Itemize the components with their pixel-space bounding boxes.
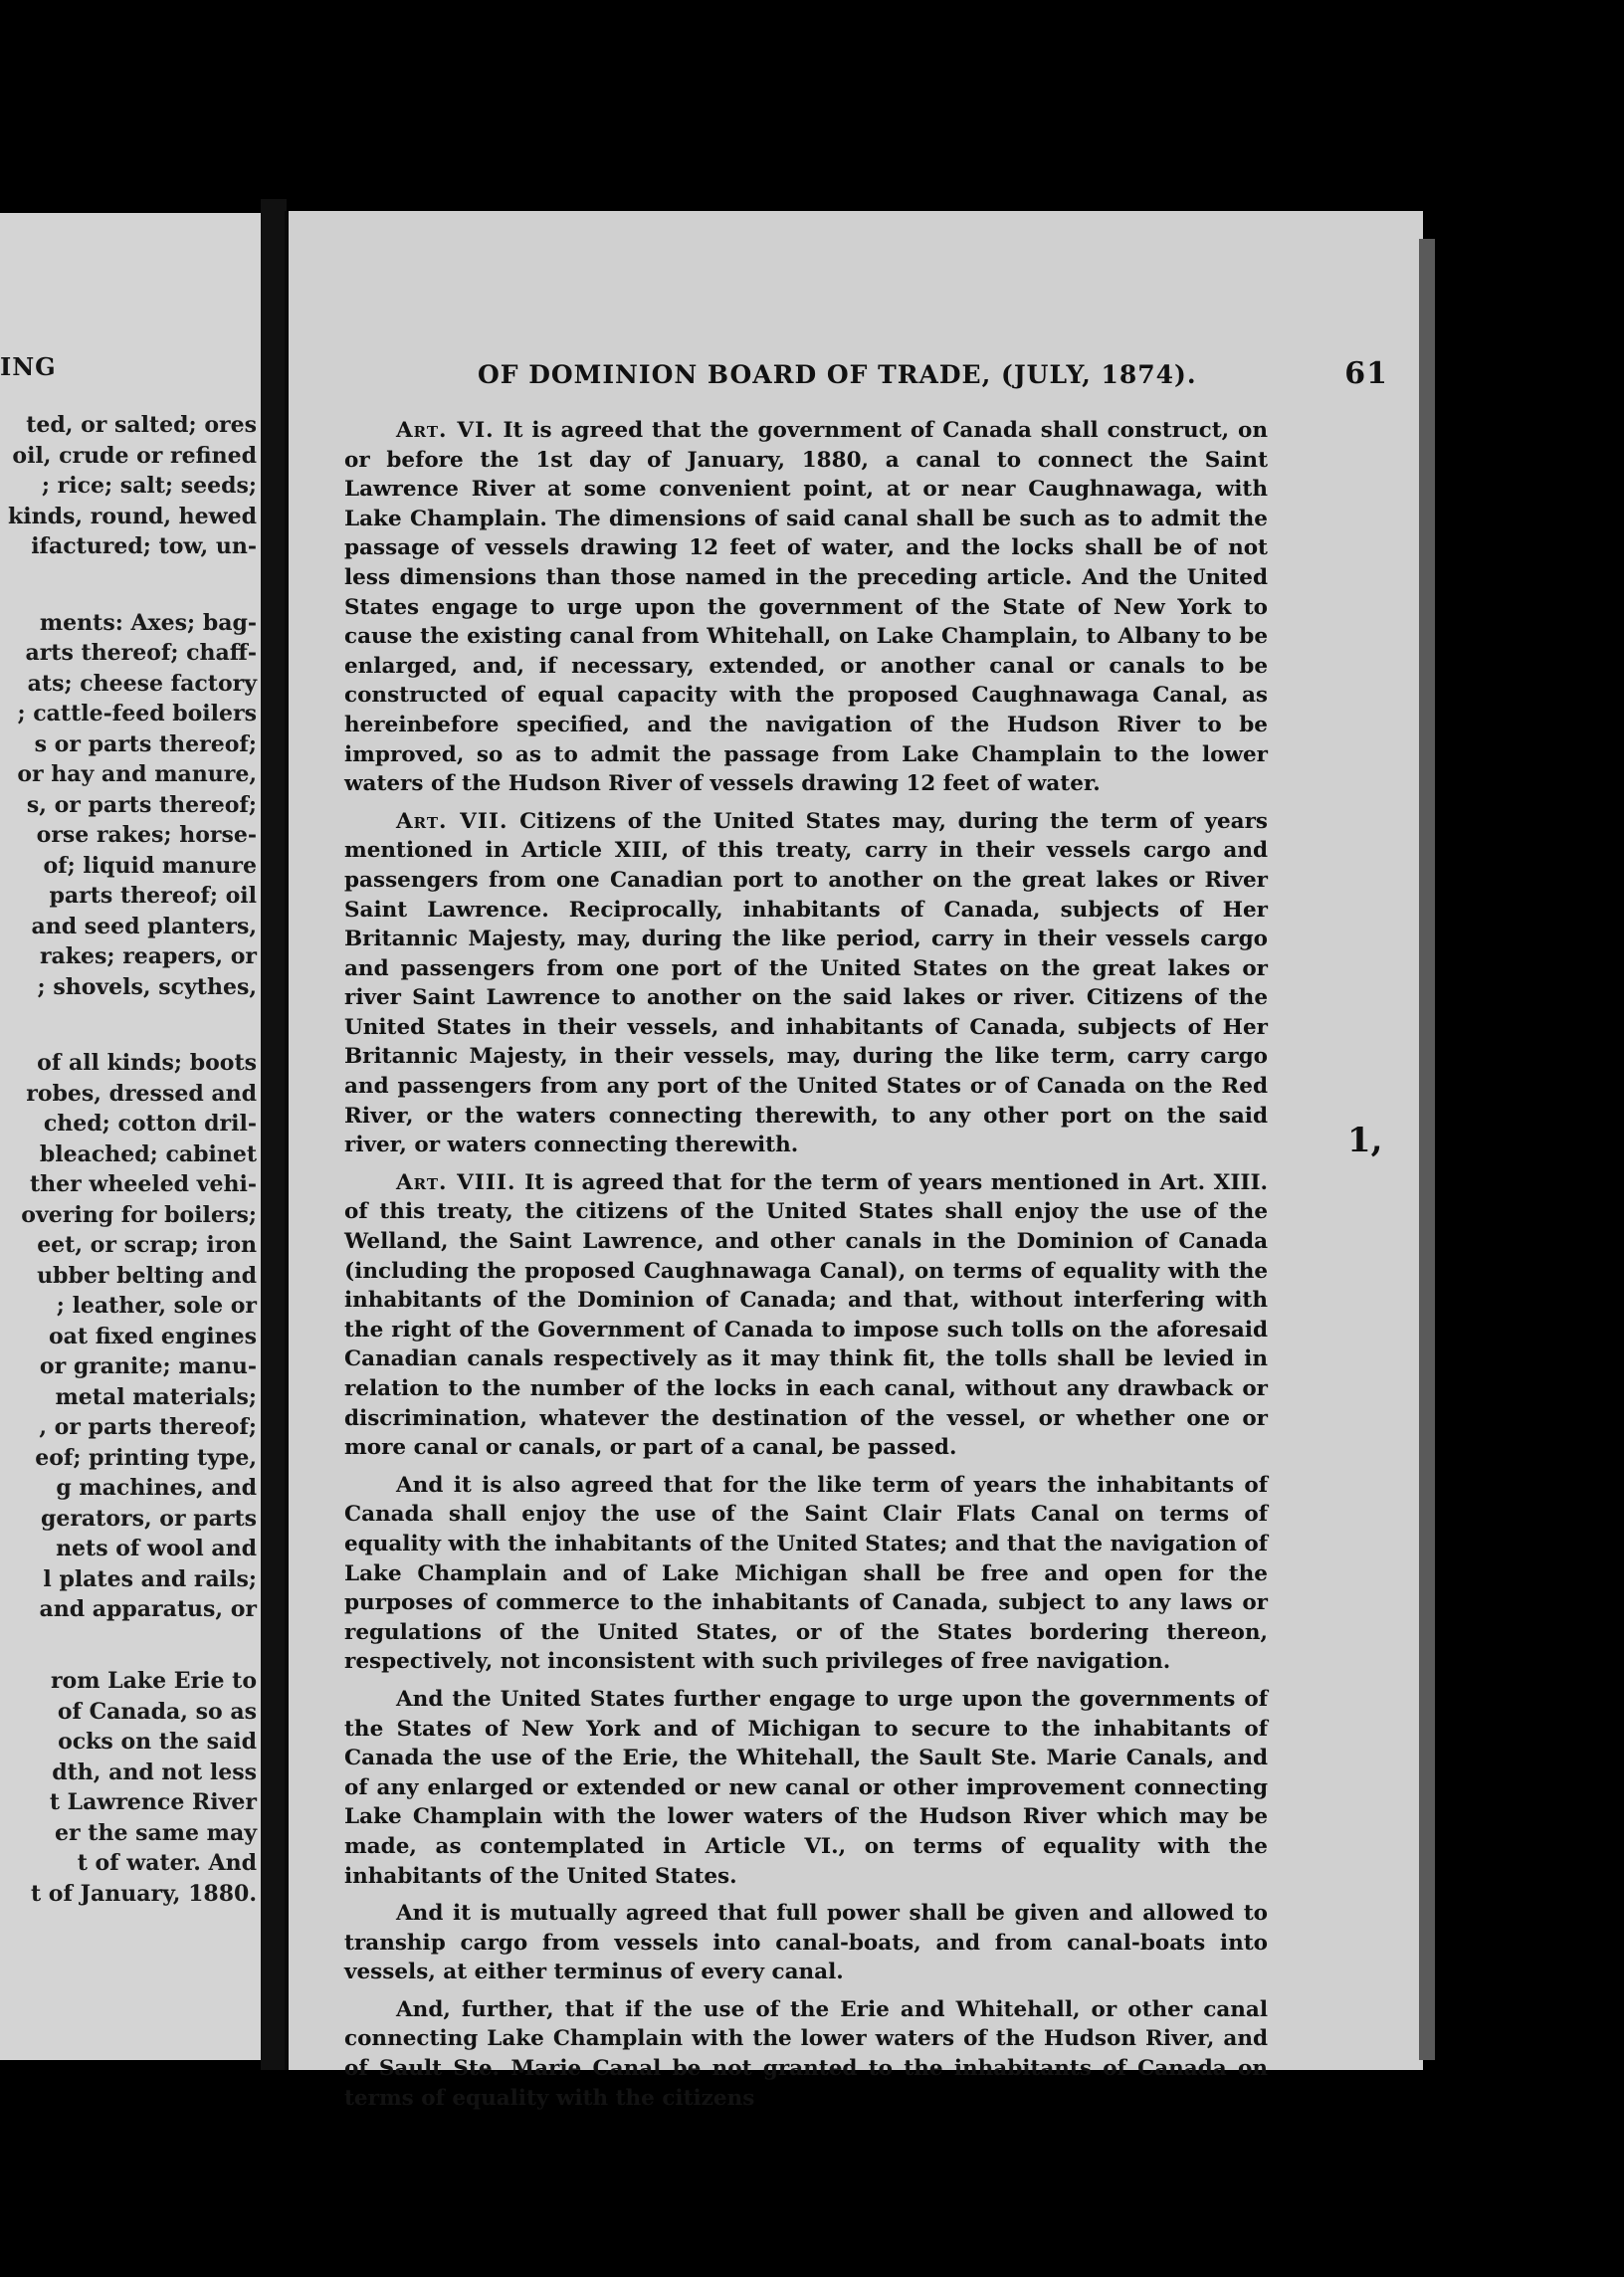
left-text-line: bleached; cabinet [39, 1140, 257, 1167]
left-text-line: of; liquid manure [43, 852, 257, 879]
left-text-line: l plates and rails; [43, 1565, 257, 1592]
left-text-line: gerators, or parts [40, 1505, 257, 1532]
paragraph [344, 1995, 1268, 2113]
left-text-line: of Canada, so as [57, 1698, 257, 1725]
article-heading: Art. VIII. [396, 1169, 516, 1195]
left-text-line: orse rakes; horse- [36, 822, 257, 848]
paragraph [344, 807, 1268, 1160]
left-text-line [0, 562, 257, 608]
left-text-line: kinds, round, hewed [8, 503, 257, 529]
left-text-line: or granite; manu- [39, 1353, 257, 1379]
paragraph [344, 1899, 1268, 1987]
left-text-line: ; shovels, scythes, [37, 973, 257, 1000]
left-text-line: eof; printing type, [35, 1444, 257, 1471]
paragraph-text: It is agreed that the government of Canada shall construct, on or before the 1st day of January, 1880, a canal to connect the Saint Lawrence River at some convenient point, at or near Caughnawaga, with Lake Champlain. The dimensions of said canal shall be such as to admit the passage of vessels drawing 12 feet of water, and the locks shall be of not less dimensions than those named in the preceding article. And the United States engage to urge upon the government of the State of New York to cause the existing canal from Whitehall, on Lake Champlain, to Albany to be enlarged, and, if necessary, extended, or another canal or canals to be constructed of equal capacity with the proposed Caughnawaga Canal, as hereinbefore specified, and the navigation of the Hudson River to be improved, so as to admit the passage from Lake Champlain to the lower waters of the Hudson River of vessels drawing 12 feet of water. [344, 418, 1268, 797]
left-text-line: ted, or salted; ores [26, 412, 257, 438]
left-text-column-top [0, 410, 257, 1625]
left-text-line: t of water. And [77, 1850, 257, 1876]
right-page [285, 211, 1423, 2111]
left-text-line: er the same may [55, 1819, 257, 1846]
page-number: 61 [1344, 356, 1388, 391]
paragraph-text: And the United States further engage to urge upon the governments of the States of New York and of Michigan to secure to the inhabitants of Canada the use of the Erie, the Whitehall, the Sault Ste. Marie Canals, and of any enlarged or extended or new canal or other improvement connecting Lake Champlain with the lower waters of the Hudson River which may be made, as contemplated in Article VI., on terms of equality with the inhabitants of the United States. [344, 1686, 1268, 1889]
page-edge [1419, 239, 1435, 2060]
paragraph-text: And it is also agreed that for the like term of years the inhabitants of Canada shall enjoy the use of the Saint Clair Flats Canal on terms of equality with the inhabitants of the United States; and that the navigation of Lake Champlain and of Lake Michigan shall be free and open for the purposes of commerce to the inhabitants of Canada, subject to any laws or regulations of the United States, or of the States bordering thereon, respectively, not inconsistent with such privileges of free navigation. [344, 1472, 1268, 1675]
left-text-line: s, or parts thereof; [26, 791, 257, 818]
left-text-line: or hay and manure, [17, 761, 257, 787]
left-text-line: nets of wool and [56, 1536, 257, 1561]
left-text-line: of all kinds; boots [37, 1050, 257, 1076]
left-text-line: ifactured; tow, un- [31, 533, 257, 559]
left-text-line: ched; cotton dril- [43, 1111, 257, 1137]
left-text-line: and seed planters, [31, 913, 257, 939]
left-text-line: ments: Axes; bag- [39, 609, 257, 636]
paragraph-text: And it is mutually agreed that full power shall be given and allowed to tranship cargo from vessels into canal-boats, and from canal-boats into vessels, at either terminus of every canal. [344, 1901, 1268, 1985]
article-heading: Art. VII. [396, 808, 508, 834]
left-text-line: arts thereof; chaff- [25, 640, 257, 666]
left-text-line [0, 1002, 257, 1048]
paragraph [344, 1471, 1268, 1677]
left-page [0, 213, 267, 2060]
left-text-line: g machines, and [56, 1475, 257, 1501]
margin-mark: 1, [1347, 1121, 1383, 1160]
paragraph-text: Citizens of the United States may, during the term of years mentioned in Article XIII, of this treaty, carry in their vessels cargo and passengers from one Canadian port to another on the great lakes or River Saint Lawrence. Reciprocally, inhabitants of Canada, subjects of Her Britannic Majesty, may, during the like period, carry in their vessels cargo and passengers from one port of the United States on the great lakes or river Saint Lawrence to another on the said lakes or river. Citizens of the United States in their vessels, and inhabitants of Canada, subjects of Her Britannic Majesty, in their vessels, may, during the like term, carry cargo and passengers from any port of the United States or of Canada on the Red River, or the waters connecting therewith, to any other port on the said river, or waters connecting therewith. [344, 808, 1268, 1158]
left-text-line: robes, dressed and [26, 1080, 257, 1107]
left-running-head: ING [0, 352, 57, 381]
left-text-line: t Lawrence River [49, 1789, 257, 1815]
left-text-line: overing for boilers; [21, 1201, 257, 1228]
left-text-line: parts thereof; oil [49, 883, 257, 909]
left-text-line: ; leather, sole or [56, 1293, 257, 1319]
left-text-line: ; cattle-feed boilers [17, 701, 257, 726]
left-text-line: , or parts thereof; [39, 1414, 257, 1440]
left-text-line: ther wheeled vehi- [30, 1171, 257, 1197]
book-gutter [261, 199, 287, 2070]
paragraph-text: It is agreed that for the term of years mentioned in Art. XIII. of this treaty, the citizens of the United States shall enjoy the use of the Welland, the Saint Lawrence, and other canals in the Dominion of Canada (including the proposed Caughnawaga Canal), on terms of equality with the inhabitants of the Dominion of Canada; and that, without interfering with the right of the Government of Canada to impose such tolls on the aforesaid Canadian canals respectively as it may think fit, the tolls shall be levied in relation to the number of the locks in each canal, without any drawback or discrimination, whatever the destination of the vessel, or whether one or more canal or canals, or part of a canal, be passed. [344, 1169, 1268, 1461]
article-heading: Art. VI. [396, 418, 495, 443]
page-body [344, 416, 1268, 2121]
left-text-line: rom Lake Erie to [50, 1668, 257, 1694]
paragraph-text: And, further, that if the use of the Erie and Whitehall, or other canal connecting Lake Champlain with the lower waters of the Hudson River, and of Sault Ste. Marie Canal be not granted to the inhabitants of Canada on terms of equality with the citizens [344, 1996, 1268, 2111]
left-text-line: oil, crude or refined [12, 442, 257, 469]
header-title: OF DOMINION BOARD OF TRADE, (JULY, 1874). [478, 360, 1197, 389]
left-text-line: ; rice; salt; seeds; [41, 473, 257, 499]
left-text-line: rakes; reapers, or [39, 943, 257, 969]
running-head [478, 356, 1552, 400]
paragraph [344, 416, 1268, 799]
left-text-column-bottom [0, 1666, 257, 1909]
left-text-line: dth, and not less [52, 1759, 257, 1785]
left-text-line: ats; cheese factory [27, 670, 257, 697]
paragraph [344, 1168, 1268, 1463]
paragraph [344, 1685, 1268, 1891]
left-text-line: t of January, 1880. [30, 1880, 257, 1907]
left-text-line: and apparatus, or [39, 1596, 257, 1622]
left-text-line: metal materials; [55, 1383, 257, 1410]
left-text-line: eet, or scrap; iron [37, 1232, 257, 1258]
left-text-line: oat fixed engines [48, 1323, 257, 1349]
left-text-line: s or parts thereof; [34, 730, 257, 757]
left-text-line: ocks on the said [58, 1729, 257, 1755]
left-text-line: ubber belting and [37, 1262, 257, 1289]
